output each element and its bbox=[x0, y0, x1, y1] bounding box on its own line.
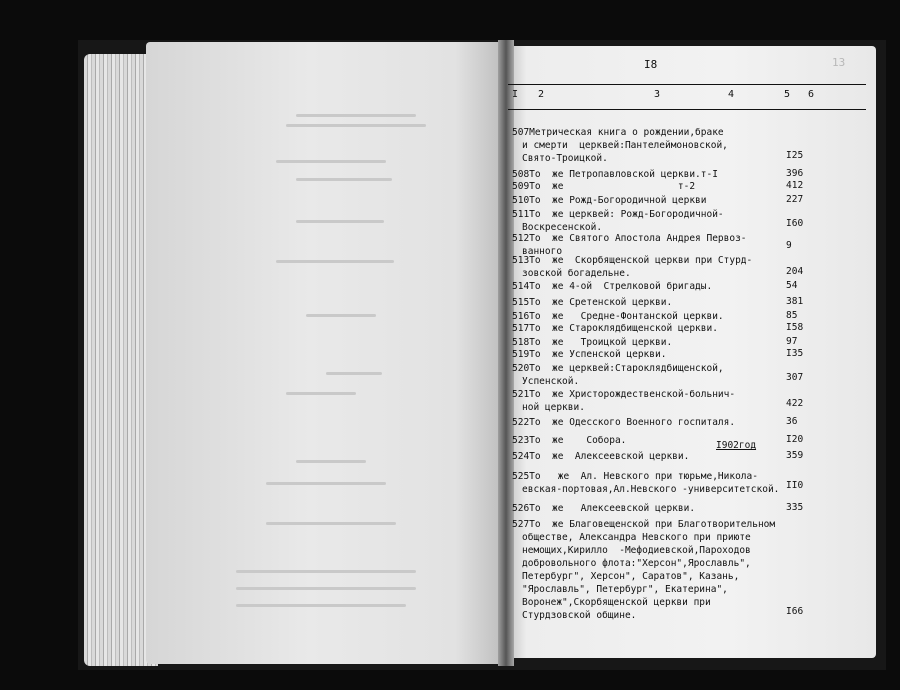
entry-count: 54 bbox=[786, 280, 798, 291]
register-entry bbox=[512, 416, 802, 429]
entry-number: 517 bbox=[512, 323, 530, 334]
entry-number: 507 bbox=[512, 127, 530, 138]
entry-text: Воскресенской. bbox=[522, 222, 603, 233]
column-header-2: 2 bbox=[538, 89, 545, 100]
register-entry bbox=[512, 254, 802, 280]
entry-text: зовской богадельне. bbox=[522, 268, 631, 279]
entry-count: 422 bbox=[786, 398, 804, 409]
entry-count: I25 bbox=[786, 150, 804, 161]
register-entry bbox=[512, 502, 802, 515]
entry-count: I20 bbox=[786, 434, 804, 445]
register-entry bbox=[512, 434, 802, 447]
column-header-6: 6 bbox=[808, 89, 815, 100]
entry-text: То же Троицкой церкви. bbox=[529, 337, 673, 348]
entry-text: То же Петропавловской церкви.т-I bbox=[529, 169, 718, 180]
entry-text: То же Староклядбищенской церкви. bbox=[529, 323, 718, 334]
entry-text: То же Благовещенской при Благотворительном bbox=[529, 519, 776, 530]
entry-count: 227 bbox=[786, 194, 804, 205]
entry-count: I60 bbox=[786, 218, 804, 229]
entry-count: 335 bbox=[786, 502, 804, 513]
entry-number: 511 bbox=[512, 209, 530, 220]
entry-count: 359 bbox=[786, 450, 804, 461]
header-rule-bottom bbox=[508, 109, 866, 110]
entry-count: I58 bbox=[786, 322, 804, 333]
entry-text: добровольного флота:"Херсон",Ярославль", bbox=[522, 558, 751, 569]
entry-text: "Ярославль", Петербург", Екатерина", bbox=[522, 584, 728, 595]
entry-text: То же Скорбященской церкви при Стурд- bbox=[529, 255, 753, 266]
entry-text: То же т-2 bbox=[529, 181, 696, 192]
entry-count: I35 bbox=[786, 348, 804, 359]
entry-number: 520 bbox=[512, 363, 530, 374]
entry-text: ной церкви. bbox=[522, 402, 585, 413]
entry-count: 97 bbox=[786, 336, 798, 347]
entry-number: 527 bbox=[512, 519, 530, 530]
entry-text: То же Рожд-Богородичной церкви bbox=[529, 195, 707, 206]
entry-number: 508 bbox=[512, 169, 530, 180]
entry-count: 36 bbox=[786, 416, 798, 427]
entry-number: 525 bbox=[512, 471, 530, 482]
column-header-3: 3 bbox=[654, 89, 661, 100]
entry-text: Успенской. bbox=[522, 376, 580, 387]
entry-text: То же церквей:Староклядбищенской, bbox=[529, 363, 724, 374]
entry-number: 515 bbox=[512, 297, 530, 308]
entry-text: Воронеж",Скорбященской церкви при bbox=[522, 597, 711, 608]
entry-count: 307 bbox=[786, 372, 804, 383]
register-entry bbox=[512, 518, 802, 622]
entry-count: 412 bbox=[786, 180, 804, 191]
entry-text: Свято-Троицкой. bbox=[522, 153, 608, 164]
entry-count: II0 bbox=[786, 480, 804, 491]
register-entry bbox=[512, 470, 802, 496]
register-entry bbox=[512, 362, 802, 388]
entry-text: То же церквей: Рожд-Богородичной- bbox=[529, 209, 724, 220]
entry-text: То же Успенской церкви. bbox=[529, 349, 667, 360]
entry-count: 396 bbox=[786, 168, 804, 179]
year-label: I902год bbox=[716, 440, 757, 451]
entry-count: 9 bbox=[786, 240, 792, 251]
register-entry bbox=[512, 388, 802, 414]
entry-text: немощих,Кирилло -Мефодиевской,Пароходов bbox=[522, 545, 751, 556]
entry-number: 521 bbox=[512, 389, 530, 400]
entry-text: Петербург", Херсон", Саратов", Казань, bbox=[522, 571, 740, 582]
entry-text: То же 4-ой Стрелковой бригады. bbox=[529, 281, 713, 292]
page-number: I8 bbox=[644, 58, 658, 71]
entry-number: 518 bbox=[512, 337, 530, 348]
entry-text: Метрическая книга о рождении,браке bbox=[529, 127, 724, 138]
entry-count: 204 bbox=[786, 266, 804, 277]
entry-text: То же Собора. bbox=[529, 435, 627, 446]
left-page bbox=[146, 42, 510, 664]
register-entry bbox=[512, 280, 802, 293]
register-entry bbox=[512, 450, 802, 463]
entry-text: То же Алексеевской церкви. bbox=[529, 451, 690, 462]
entry-number: 516 bbox=[512, 311, 530, 322]
register-entry bbox=[512, 208, 802, 234]
column-header-4: 4 bbox=[728, 89, 735, 100]
entry-text: То же Ал. Невского при тюрьме,Никола- bbox=[529, 471, 758, 482]
entry-text: обществе, Александра Невского при приюте bbox=[522, 532, 751, 543]
column-header-5: 5 bbox=[784, 89, 791, 100]
entry-number: 514 bbox=[512, 281, 530, 292]
entry-text: То же Христорождественской-больнич- bbox=[529, 389, 736, 400]
entry-text: Стурдзовской общине. bbox=[522, 610, 637, 621]
register-entry bbox=[512, 194, 802, 207]
entry-text: ванного bbox=[522, 246, 563, 257]
entry-number: 522 bbox=[512, 417, 530, 428]
entry-number: 523 bbox=[512, 435, 530, 446]
register-entry bbox=[512, 296, 802, 309]
entry-count: 381 bbox=[786, 296, 804, 307]
entry-text: То же Святого Апостола Андрея Первоз- bbox=[529, 233, 747, 244]
entry-text: То же Средне-Фонтанской церкви. bbox=[529, 311, 724, 322]
header-rule-top bbox=[508, 84, 866, 85]
entry-text: То же Сретенской церкви. bbox=[529, 297, 673, 308]
entry-text: евская-портовая,Ал.Невского -университетской. bbox=[522, 484, 780, 495]
corner-mark: 13 bbox=[832, 56, 846, 69]
entry-text: То же Алексеевской церкви. bbox=[529, 503, 696, 514]
register-entry bbox=[512, 180, 802, 193]
entry-text: То же Одесского Военного госпиталя. bbox=[529, 417, 736, 428]
entry-count: I66 bbox=[786, 606, 804, 617]
register-entry bbox=[512, 126, 802, 165]
register-entry bbox=[512, 322, 802, 335]
entry-number: 510 bbox=[512, 195, 530, 206]
register-entry bbox=[512, 348, 802, 361]
entry-number: 526 bbox=[512, 503, 530, 514]
entry-number: 519 bbox=[512, 349, 530, 360]
entry-number: 509 bbox=[512, 181, 530, 192]
entry-number: 512 bbox=[512, 233, 530, 244]
entry-number: 524 bbox=[512, 451, 530, 462]
entry-count: 85 bbox=[786, 310, 798, 321]
entry-number: 513 bbox=[512, 255, 530, 266]
column-header-1: I bbox=[512, 89, 519, 100]
entry-text: и смерти церквей:Пантелеймоновской, bbox=[522, 140, 728, 151]
